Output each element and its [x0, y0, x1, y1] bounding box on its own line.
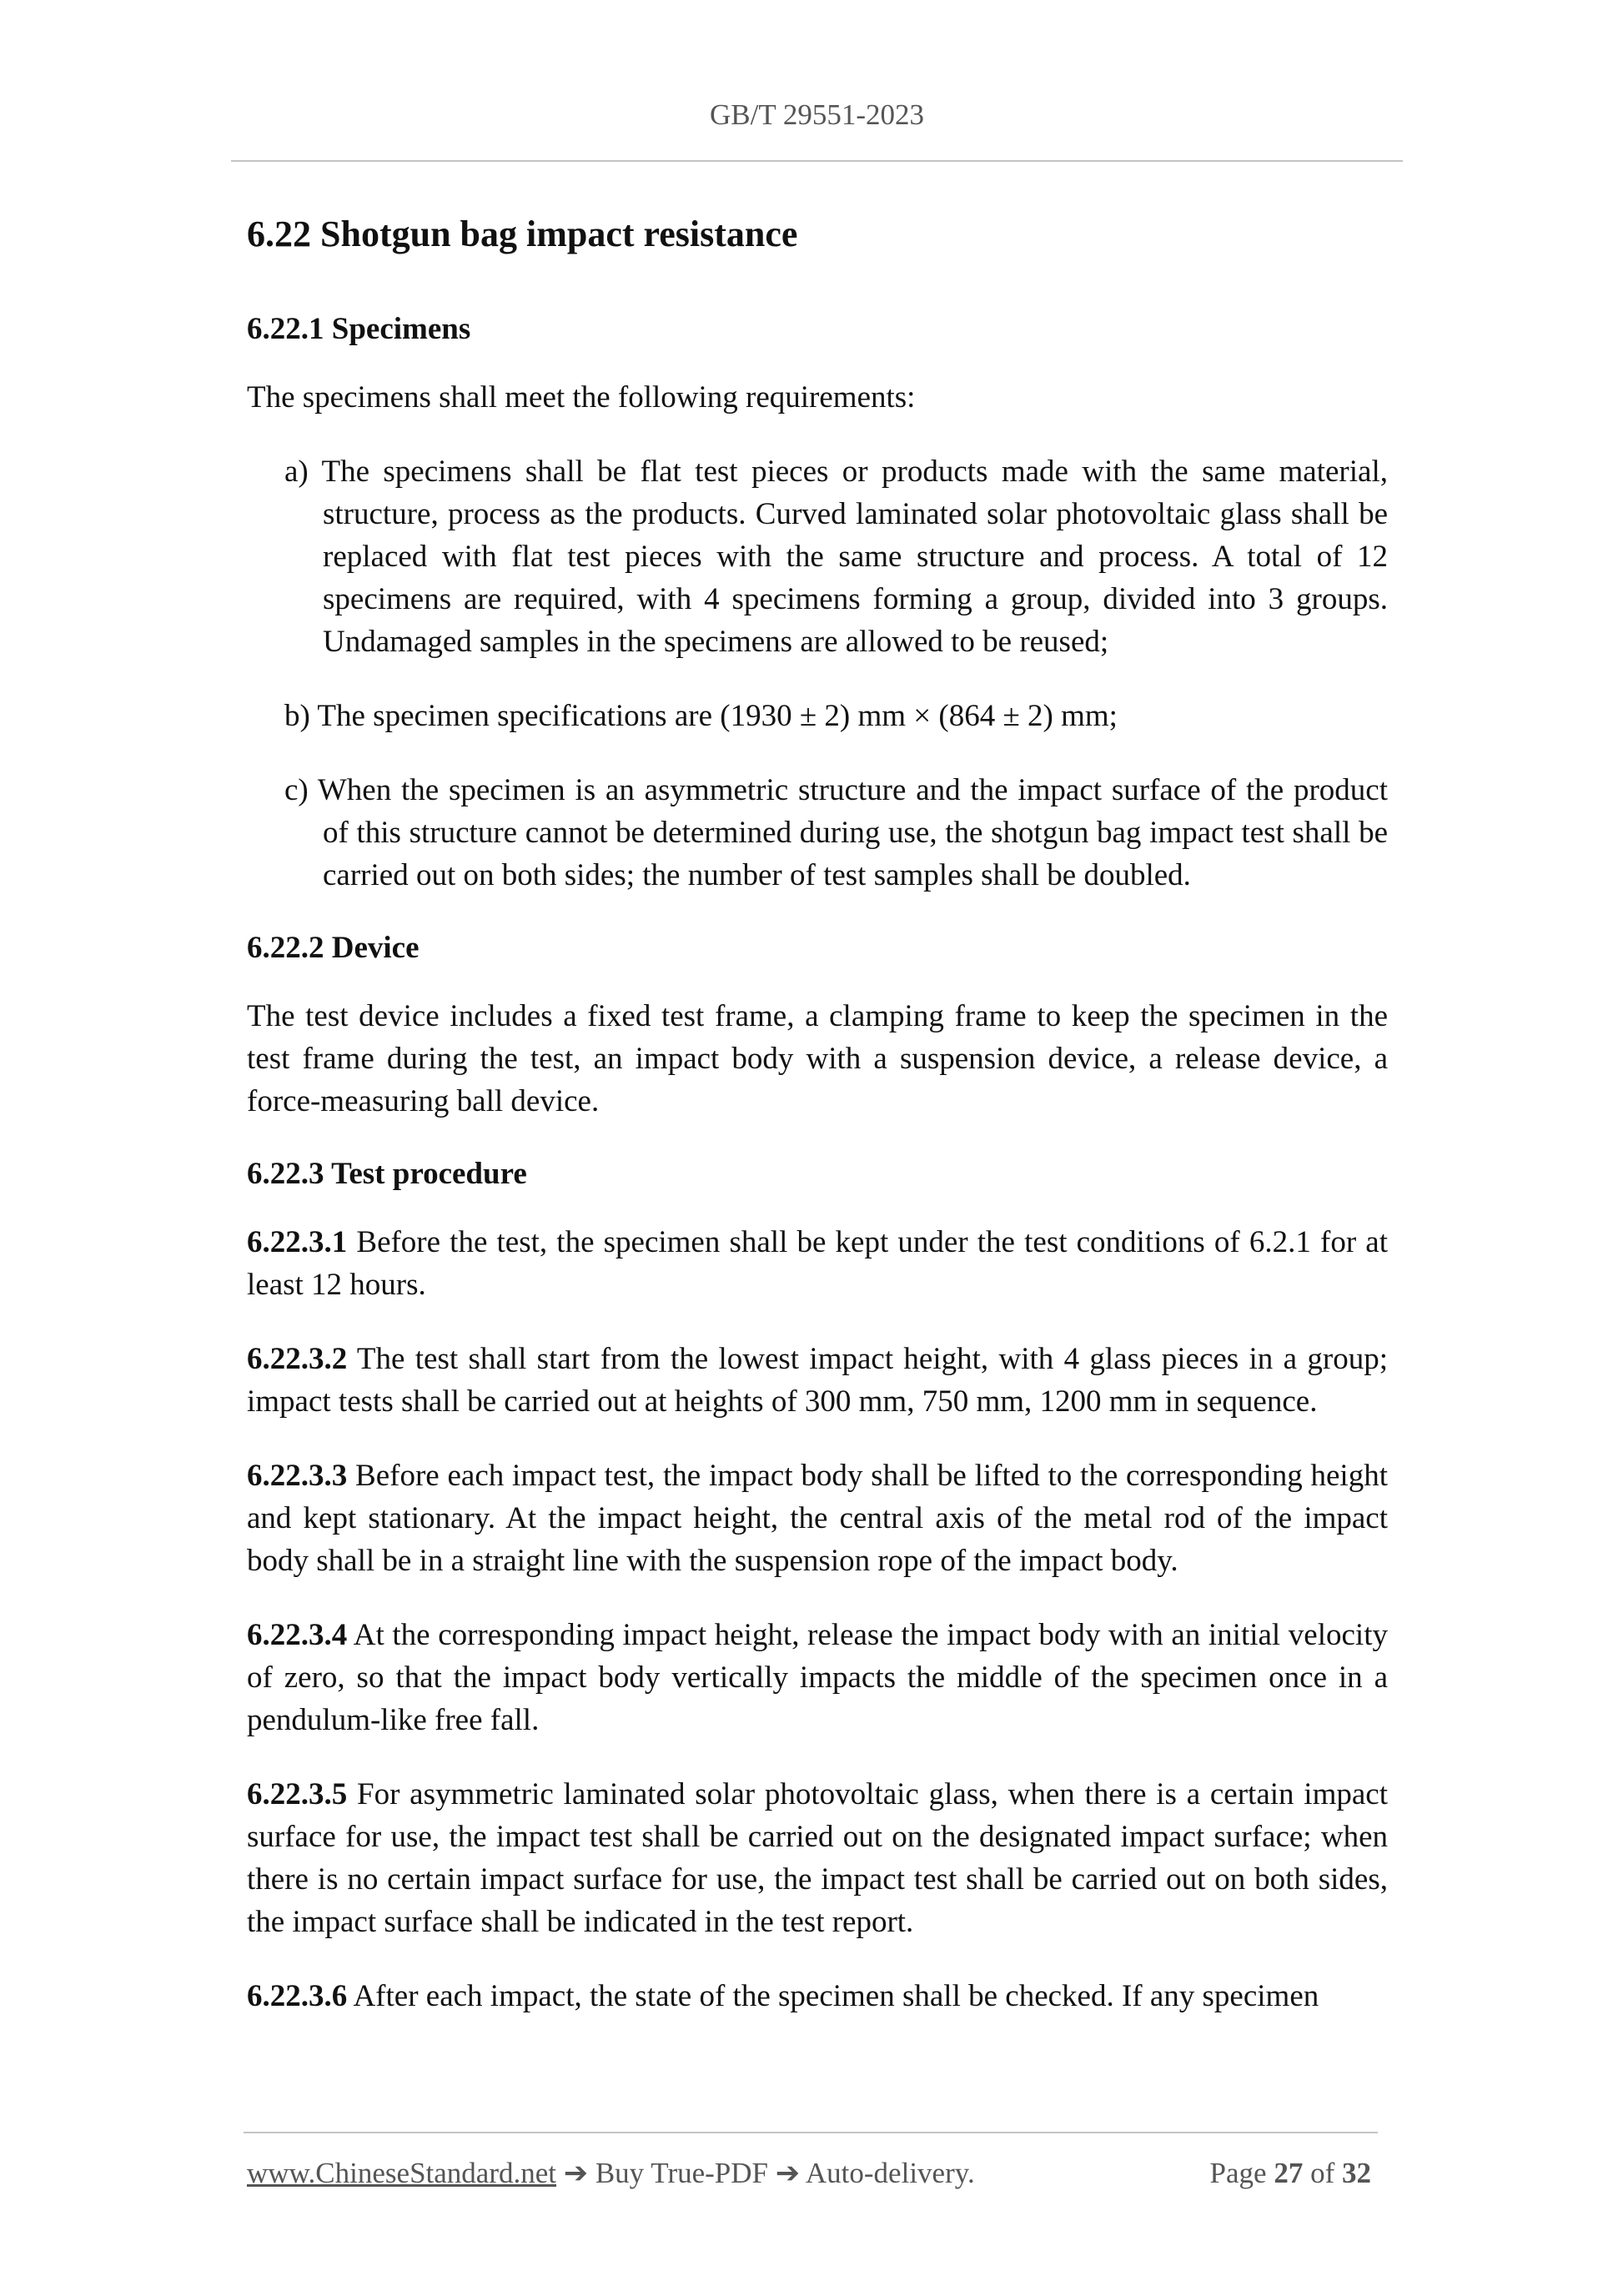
total-page-number: 32	[1342, 2157, 1371, 2189]
clause-6-22-3-6	[247, 1975, 1388, 2017]
clause-number: 6.22.3.5	[247, 1777, 348, 1812]
clause-6-22-3-3	[247, 1454, 1388, 1582]
page-label: Page	[1209, 2157, 1267, 2189]
clause-text: At the corresponding impact height, release the impact body with an initial velocity of zero, so that the impact body vertically impacts the middle of the specimen once in a pendulum-like free fall.	[247, 1618, 1388, 1738]
clause-6-22-3-1	[247, 1221, 1388, 1306]
auto-delivery-text: Auto-delivery.	[805, 2157, 975, 2189]
clause-number: 6.22.3.6	[247, 1979, 348, 2014]
clause-6-22-3-5	[247, 1773, 1388, 1943]
list-item-a: a) The specimens shall be flat test pieces or products made with the same material, structure, process as the products. Curved laminated solar photovoltaic glass shall be replaced with flat test pieces with the same structure and process. A total of 12 specimens are required, with 4 specimens forming a group, divided into 3 groups. Undamaged samples in the specimens are allowed to be reused;	[284, 455, 1388, 660]
clause-6-22-3-4	[247, 1614, 1388, 1741]
header-divider	[231, 160, 1403, 162]
device-heading: 6.22.2 Device	[247, 931, 420, 966]
website-link[interactable]: www.ChineseStandard.net	[247, 2157, 556, 2189]
clause-text: Before each impact test, the impact body shall be lifted to the corresponding height and kept stationary. At the impact height, the central axis of the metal rod of the impact body shall be in a straight line with the suspension rope of the impact body.	[247, 1459, 1388, 1579]
buy-true-pdf-text: Buy True-PDF	[595, 2157, 768, 2189]
of-label: of	[1310, 2157, 1335, 2189]
page-counter	[1210, 2157, 1371, 2190]
clause-number: 6.22.3.1	[247, 1225, 348, 1260]
specimens-heading: 6.22.1 Specimens	[247, 312, 471, 347]
list-item-b: b) The specimen specifications are (1930 ± 2) mm × (864 ± 2) mm;	[284, 699, 1118, 734]
page-content	[247, 210, 1388, 2049]
footer-links	[247, 2157, 975, 2190]
device-description: The test device includes a fixed test frame, a clamping frame to keep the specimen in the test frame during the test, an impact body with a suspension device, a release device, a force-measuring ball device.	[247, 999, 1388, 1119]
clause-number: 6.22.3.2	[247, 1342, 348, 1377]
clause-number: 6.22.3.4	[247, 1618, 348, 1653]
procedure-heading: 6.22.3 Test procedure	[247, 1157, 527, 1192]
specimens-intro: The specimens shall meet the following requirements:	[247, 380, 916, 415]
clause-6-22-3-2	[247, 1338, 1388, 1423]
section-title: 6.22 Shotgun bag impact resistance	[247, 214, 798, 254]
clause-text: The test shall start from the lowest impact height, with 4 glass pieces in a group; impact tests shall be carried out at heights of 300 mm, 750 mm, 1200 mm in sequence.	[247, 1342, 1388, 1419]
document-code: GB/T 29551-2023	[710, 98, 924, 131]
clause-text: For asymmetric laminated solar photovoltaic glass, when there is a certain impact surface for use, the impact test shall be carried out on the designated impact surface; when there is no certain impact surface for use, the impact test shall be carried out on both sides, the impact surface shall be indicated in the test report.	[247, 1777, 1388, 1940]
current-page-number: 27	[1274, 2157, 1304, 2189]
clause-number: 6.22.3.3	[247, 1459, 348, 1494]
list-item-c: c) When the specimen is an asymmetric structure and the impact surface of the product of this structure cannot be determined during use, the shotgun bag impact test shall be carried out on both sides; the number of test samples shall be doubled.	[284, 773, 1388, 893]
page-header	[231, 98, 1403, 132]
clause-text: After each impact, the state of the specimen shall be checked. If any specimen	[347, 1979, 1319, 2014]
specimens-requirements-list	[247, 450, 1388, 897]
clause-text: Before the test, the specimen shall be kept under the test conditions of 6.2.1 for at least 12 hours.	[247, 1225, 1388, 1303]
arrow-right-icon: ➔	[775, 2157, 801, 2190]
footer-divider	[244, 2132, 1378, 2133]
arrow-right-icon: ➔	[563, 2157, 589, 2190]
